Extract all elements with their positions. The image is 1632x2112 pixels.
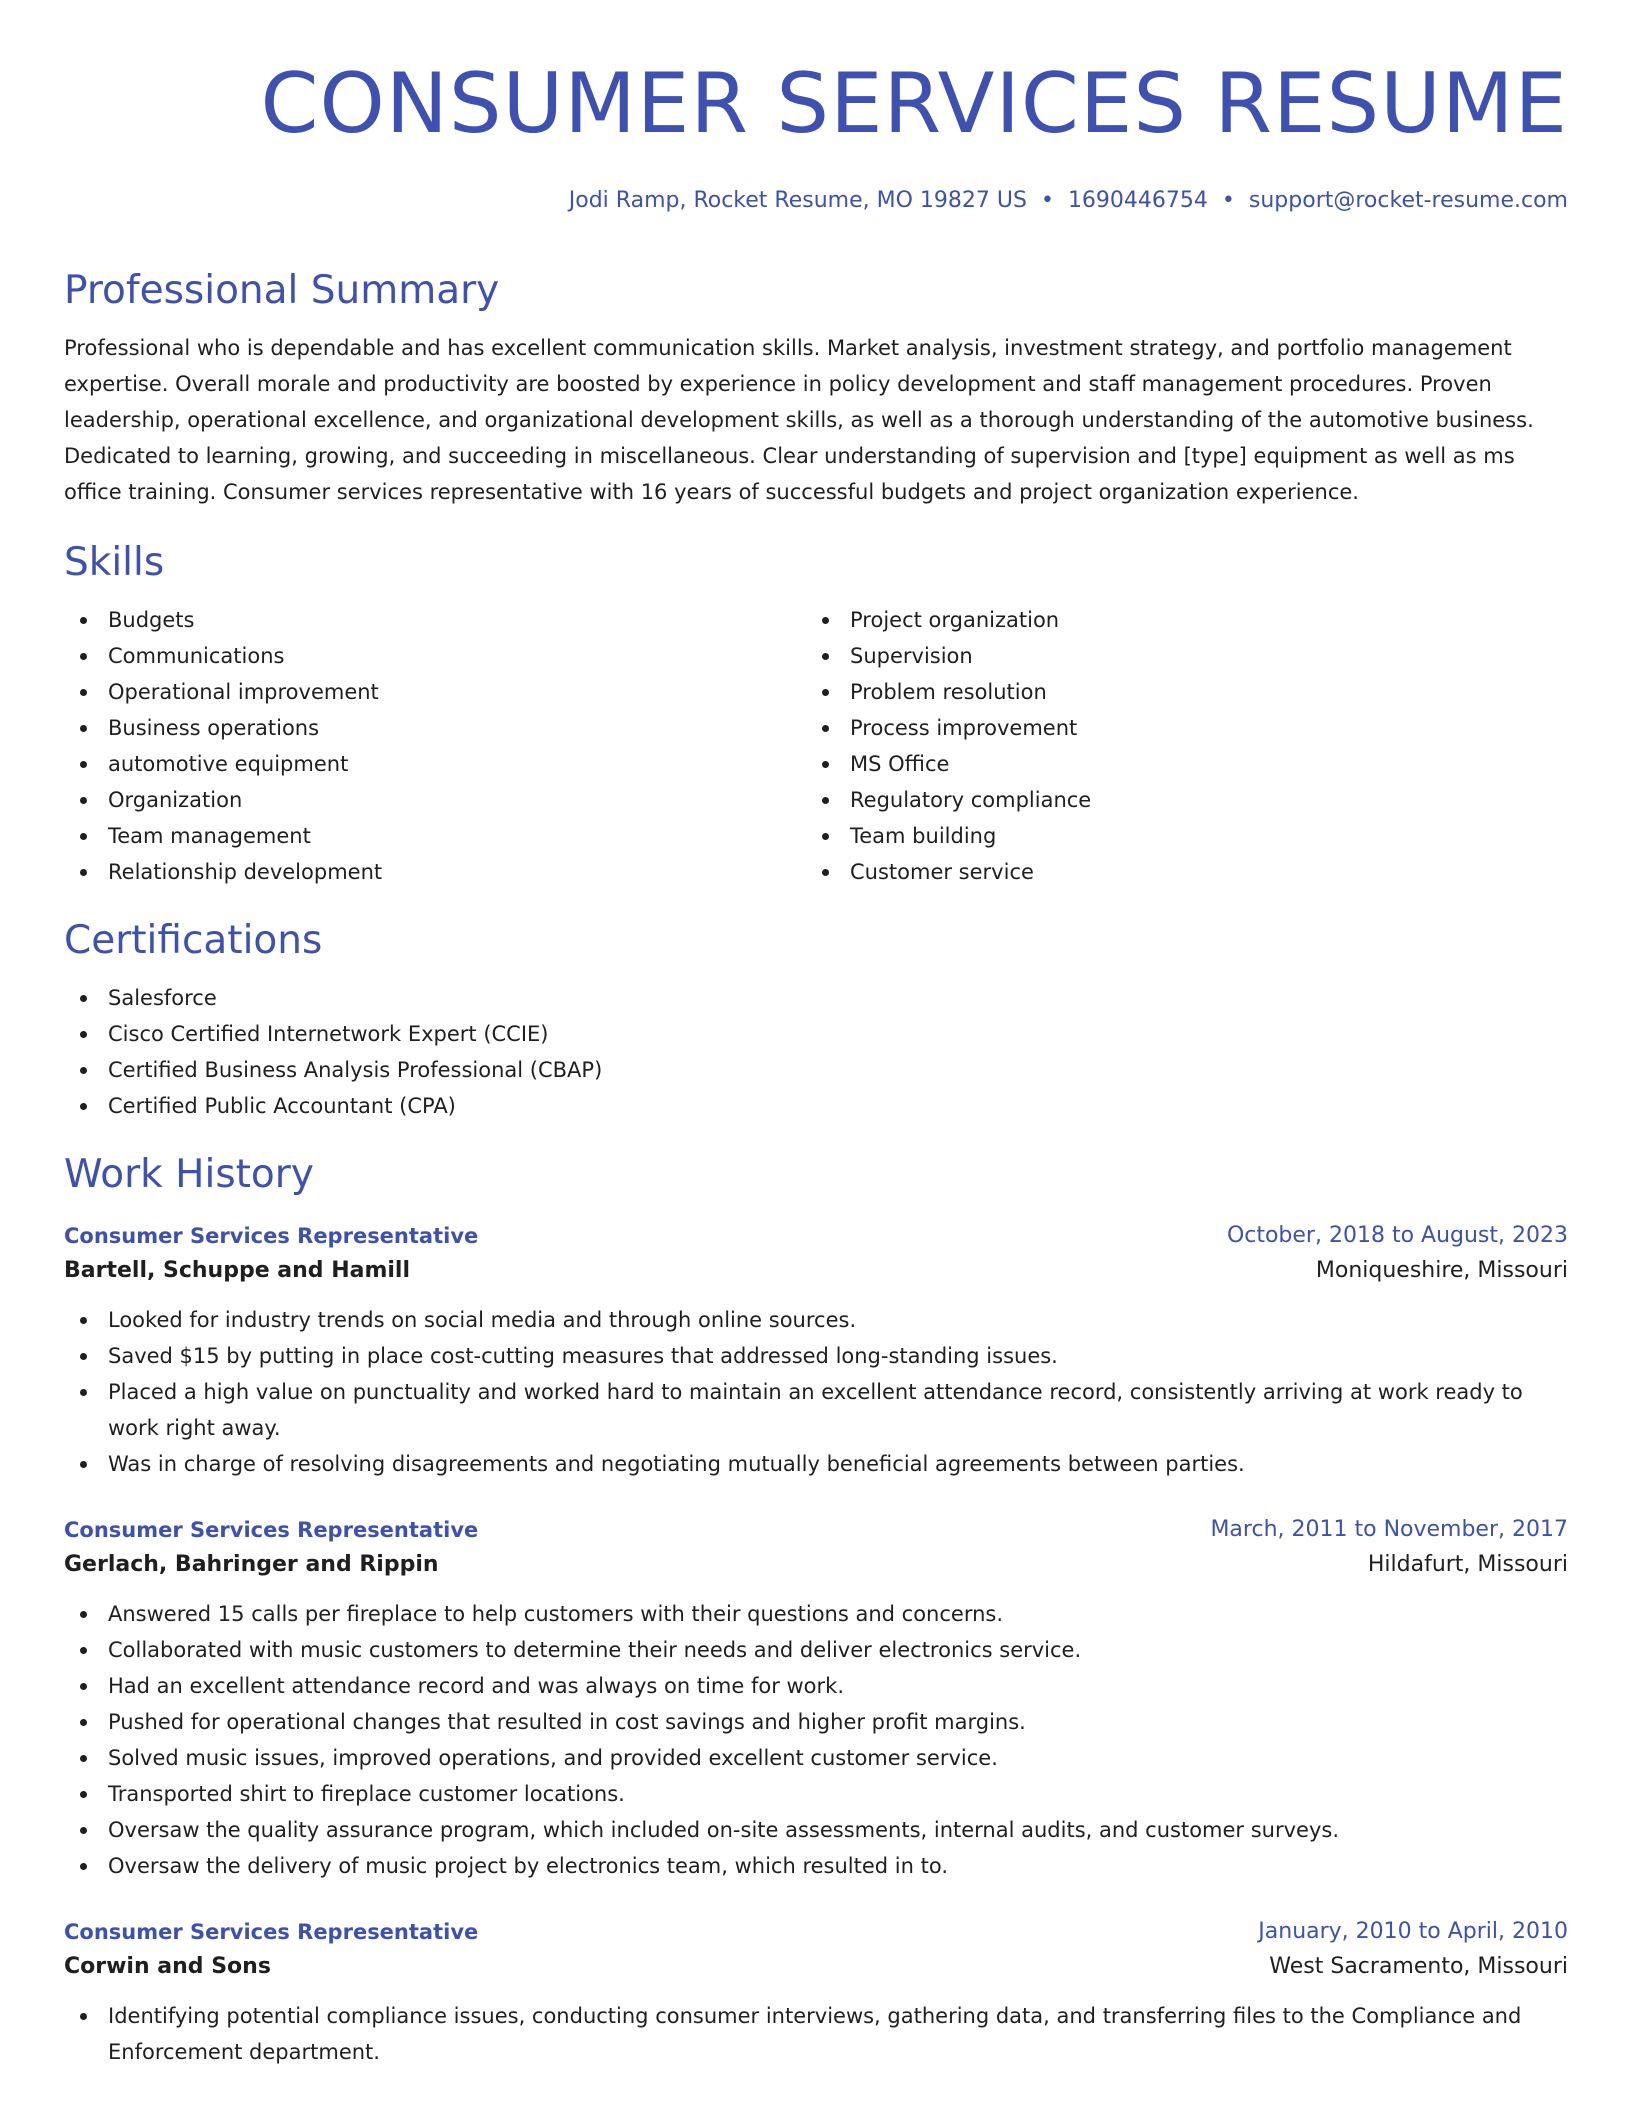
job-company-row [64, 1252, 1568, 1290]
skills-list-left [64, 602, 806, 890]
job-title: Consumer Services Representative [64, 1920, 479, 1944]
resume-page [64, 0, 1568, 2070]
job-bullet: Oversaw the delivery of music project by electronics team, which resulted in to. [64, 1848, 1568, 1884]
job-bullets [64, 1302, 1568, 1482]
skills-section [64, 538, 1568, 890]
job-dates: October, 2018 to August, 2023 [1226, 1223, 1568, 1248]
job-location: Hildafurt, Missouri [1367, 1552, 1568, 1577]
list-item: automotive equipment [64, 746, 806, 782]
list-item: Certified Business Analysis Professional (CBAP) [64, 1052, 1568, 1088]
job-bullet: Collaborated with music customers to determine their needs and deliver electronics service. [64, 1632, 1568, 1668]
contact-email[interactable]: support@rocket-resume.com [1248, 188, 1568, 213]
list-item: Supervision [806, 638, 1548, 674]
certifications-list [64, 980, 1568, 1124]
list-item: Salesforce [64, 980, 1568, 1016]
job-title: Consumer Services Representative [64, 1224, 479, 1248]
job-entry [64, 1916, 1568, 2070]
job-title: Consumer Services Representative [64, 1518, 479, 1542]
job-dates: March, 2011 to November, 2017 [1210, 1517, 1568, 1542]
list-item: Team management [64, 818, 806, 854]
job-location: Moniqueshire, Missouri [1315, 1258, 1568, 1283]
job-bullet: Solved music issues, improved operations, and provided excellent customer service. [64, 1740, 1568, 1776]
resume-title: CONSUMER SERVICES RESUME [260, 55, 1568, 152]
list-item: Certified Public Accountant (CPA) [64, 1088, 1568, 1124]
certifications-section [64, 916, 1568, 1124]
job-bullet: Pushed for operational changes that resulted in cost savings and higher profit margins. [64, 1704, 1568, 1740]
contact-address: Jodi Ramp, Rocket Resume, MO 19827 US [568, 188, 1027, 213]
job-bullet: Answered 15 calls per fireplace to help customers with their questions and concerns. [64, 1596, 1568, 1632]
job-bullets [64, 1998, 1568, 2070]
list-item: Project organization [806, 602, 1548, 638]
job-bullet: Transported shirt to fireplace customer locations. [64, 1776, 1568, 1812]
job-entry [64, 1220, 1568, 1482]
list-item: Budgets [64, 602, 806, 638]
list-item: Process improvement [806, 710, 1548, 746]
job-company-row [64, 1546, 1568, 1584]
contact-separator: • [1040, 188, 1054, 213]
job-header-row [64, 1220, 1568, 1252]
list-item: Regulatory compliance [806, 782, 1548, 818]
list-item: Problem resolution [806, 674, 1548, 710]
job-entries [64, 1220, 1568, 2070]
job-dates: January, 2010 to April, 2010 [1258, 1919, 1568, 1944]
job-company: Gerlach, Bahringer and Rippin [64, 1552, 439, 1577]
job-bullet: Was in charge of resolving disagreements and negotiating mutually beneficial agreements between parties. [64, 1446, 1568, 1482]
summary-heading: Professional Summary [64, 268, 500, 313]
summary-section [64, 266, 1568, 510]
list-item: Organization [64, 782, 806, 818]
summary-text: Professional who is dependable and has excellent communication skills. Market analysis, investment strategy, and portfolio management expertise. Overall morale and productivity are boosted by experience in policy development and staff management procedures. Proven leadership, operational excellence, and organizational development skills, as well as a thorough understanding of the automotive business. Dedicated to learning, growing, and succeeding in miscellaneous. Clear understanding of supervision and [type] equipment as well as ms office training. Consumer services representative with 16 years of successful budgets and project organization experience. [64, 336, 1534, 504]
contact-phone: 1690446754 [1067, 188, 1208, 213]
job-location: West Sacramento, Missouri [1269, 1954, 1568, 1979]
contact-line [64, 186, 1568, 216]
certifications-heading: Certifications [64, 918, 323, 963]
job-bullets [64, 1596, 1568, 1884]
job-entry [64, 1514, 1568, 1884]
work-history-section [64, 1150, 1568, 2070]
job-bullet: Saved $15 by putting in place cost-cutting measures that addressed long-standing issues. [64, 1338, 1568, 1374]
job-bullet: Looked for industry trends on social media and through online sources. [64, 1302, 1568, 1338]
list-item: Team building [806, 818, 1548, 854]
job-bullet: Oversaw the quality assurance program, which included on-site assessments, internal audits, and customer surveys. [64, 1812, 1568, 1848]
list-item: Communications [64, 638, 806, 674]
job-company-row [64, 1948, 1568, 1986]
contact-separator: • [1221, 188, 1235, 213]
list-item: Business operations [64, 710, 806, 746]
job-company: Bartell, Schuppe and Hamill [64, 1258, 411, 1283]
list-item: Operational improvement [64, 674, 806, 710]
list-item: MS Office [806, 746, 1548, 782]
list-item: Relationship development [64, 854, 806, 890]
work-history-heading: Work History [64, 1152, 314, 1197]
job-bullet: Identifying potential compliance issues, conducting consumer interviews, gathering data, and transferring files to the Compliance and Enforcement department. [64, 1998, 1568, 2070]
list-item: Customer service [806, 854, 1548, 890]
list-item: Cisco Certified Internetwork Expert (CCIE) [64, 1016, 1568, 1052]
skills-list-right [806, 602, 1548, 890]
job-header-row [64, 1916, 1568, 1948]
skills-heading: Skills [64, 540, 165, 585]
job-header-row [64, 1514, 1568, 1546]
job-bullet: Had an excellent attendance record and was always on time for work. [64, 1668, 1568, 1704]
skills-columns [64, 602, 1568, 890]
job-bullet: Placed a high value on punctuality and worked hard to maintain an excellent attendance record, consistently arriving at work ready to work right away. [64, 1374, 1568, 1446]
job-company: Corwin and Sons [64, 1954, 271, 1979]
